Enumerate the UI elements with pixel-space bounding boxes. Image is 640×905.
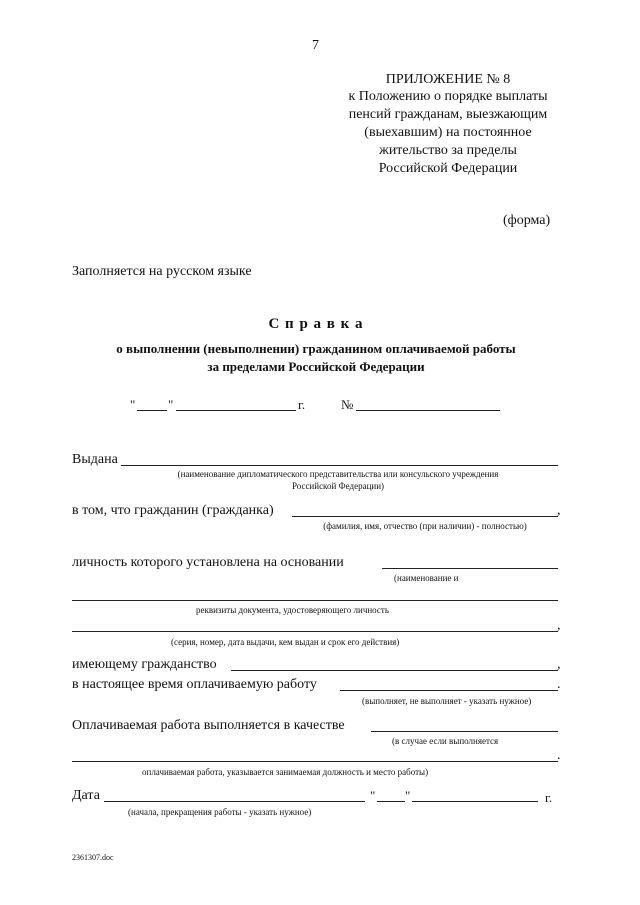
date-quote-close: " — [405, 788, 411, 803]
appendix-title: ПРИЛОЖЕНИЕ № 8 — [385, 72, 511, 87]
role-hint-1: (в случае если выполняется — [392, 736, 499, 746]
role-period: . — [557, 748, 561, 763]
date-month-field[interactable] — [412, 801, 538, 802]
form-label: (форма) — [503, 213, 551, 228]
work-period: . — [557, 677, 561, 692]
footer-filename: 2361307.doc — [72, 853, 114, 862]
page-number: 7 — [312, 38, 319, 53]
role-hint-2: оплачиваемая работа, указывается занимаемая должность и место работы) — [142, 767, 429, 777]
document-subtitle-2: за пределами Российской Федерации — [207, 359, 425, 374]
document-title: С п р а в к а — [268, 316, 364, 332]
citizenship-field[interactable] — [231, 670, 558, 671]
quote-open: " — [130, 397, 136, 412]
identity-field-2[interactable] — [72, 600, 558, 601]
month-field[interactable] — [176, 410, 296, 411]
day-field[interactable] — [137, 410, 167, 411]
citizen-hint: (фамилия, имя, отчество (при наличии) - полностью) — [323, 521, 527, 531]
quote-close: " — [168, 397, 174, 412]
issued-hint-1: (наименование дипломатического представительства или консульского учреждения — [177, 469, 499, 479]
role-field[interactable] — [371, 731, 558, 732]
citizen-field[interactable] — [292, 516, 558, 517]
work-field[interactable] — [340, 690, 558, 691]
citizenship-label: имеющему гражданство — [72, 657, 217, 672]
number-field[interactable] — [356, 410, 500, 411]
identity-hint-3: (серия, номер, дата выдачи, кем выдан и срок его действия) — [171, 637, 400, 647]
date-year-suffix: г. — [545, 790, 553, 805]
document-subtitle-1: о выполнении (невыполнении) гражданином оплачиваемой работы — [116, 341, 516, 356]
work-hint: (выполняет, не выполняет - указать нужное) — [362, 696, 532, 706]
appendix-line: (выехавшим) на постоянное — [364, 125, 532, 140]
date-day-field[interactable] — [377, 801, 405, 802]
appendix-line: жительство за пределы — [379, 143, 517, 158]
appendix-line: пенсий гражданам, выезжающим — [348, 107, 548, 122]
identity-label: личность которого установлена на основании — [72, 555, 344, 570]
issued-label: Выдана — [72, 452, 118, 467]
issued-field[interactable] — [121, 465, 558, 466]
appendix-line: к Положению о порядке выплаты — [348, 89, 548, 104]
identity-comma: , — [557, 618, 561, 633]
citizen-label: в том, что гражданин (гражданка) — [72, 503, 274, 518]
year-suffix: г. — [298, 397, 306, 412]
citizenship-comma: , — [557, 657, 561, 672]
date-quote-open: " — [370, 788, 376, 803]
identity-field-3[interactable] — [72, 631, 558, 632]
identity-hint-2: реквизиты документа, удостоверяющего личность — [196, 605, 389, 615]
appendix-line: Российской Федерации — [378, 161, 518, 176]
fill-note: Заполняется на русском языке — [72, 264, 252, 279]
issued-hint-2: Российской Федерации) — [291, 481, 385, 491]
date-hint: (начала, прекращения работы - указать нужное) — [128, 807, 312, 817]
role-label: Оплачиваемая работа выполняется в качестве — [72, 718, 345, 733]
work-label: в настоящее время оплачиваемую работу — [72, 677, 317, 692]
date-label: Дата — [72, 788, 100, 803]
role-field-2[interactable] — [72, 761, 558, 762]
citizen-comma: , — [557, 503, 561, 518]
identity-hint-1: (наименование и — [394, 573, 459, 583]
number-sign: № — [341, 397, 354, 412]
date-field[interactable] — [104, 801, 365, 802]
identity-field[interactable] — [382, 568, 558, 569]
